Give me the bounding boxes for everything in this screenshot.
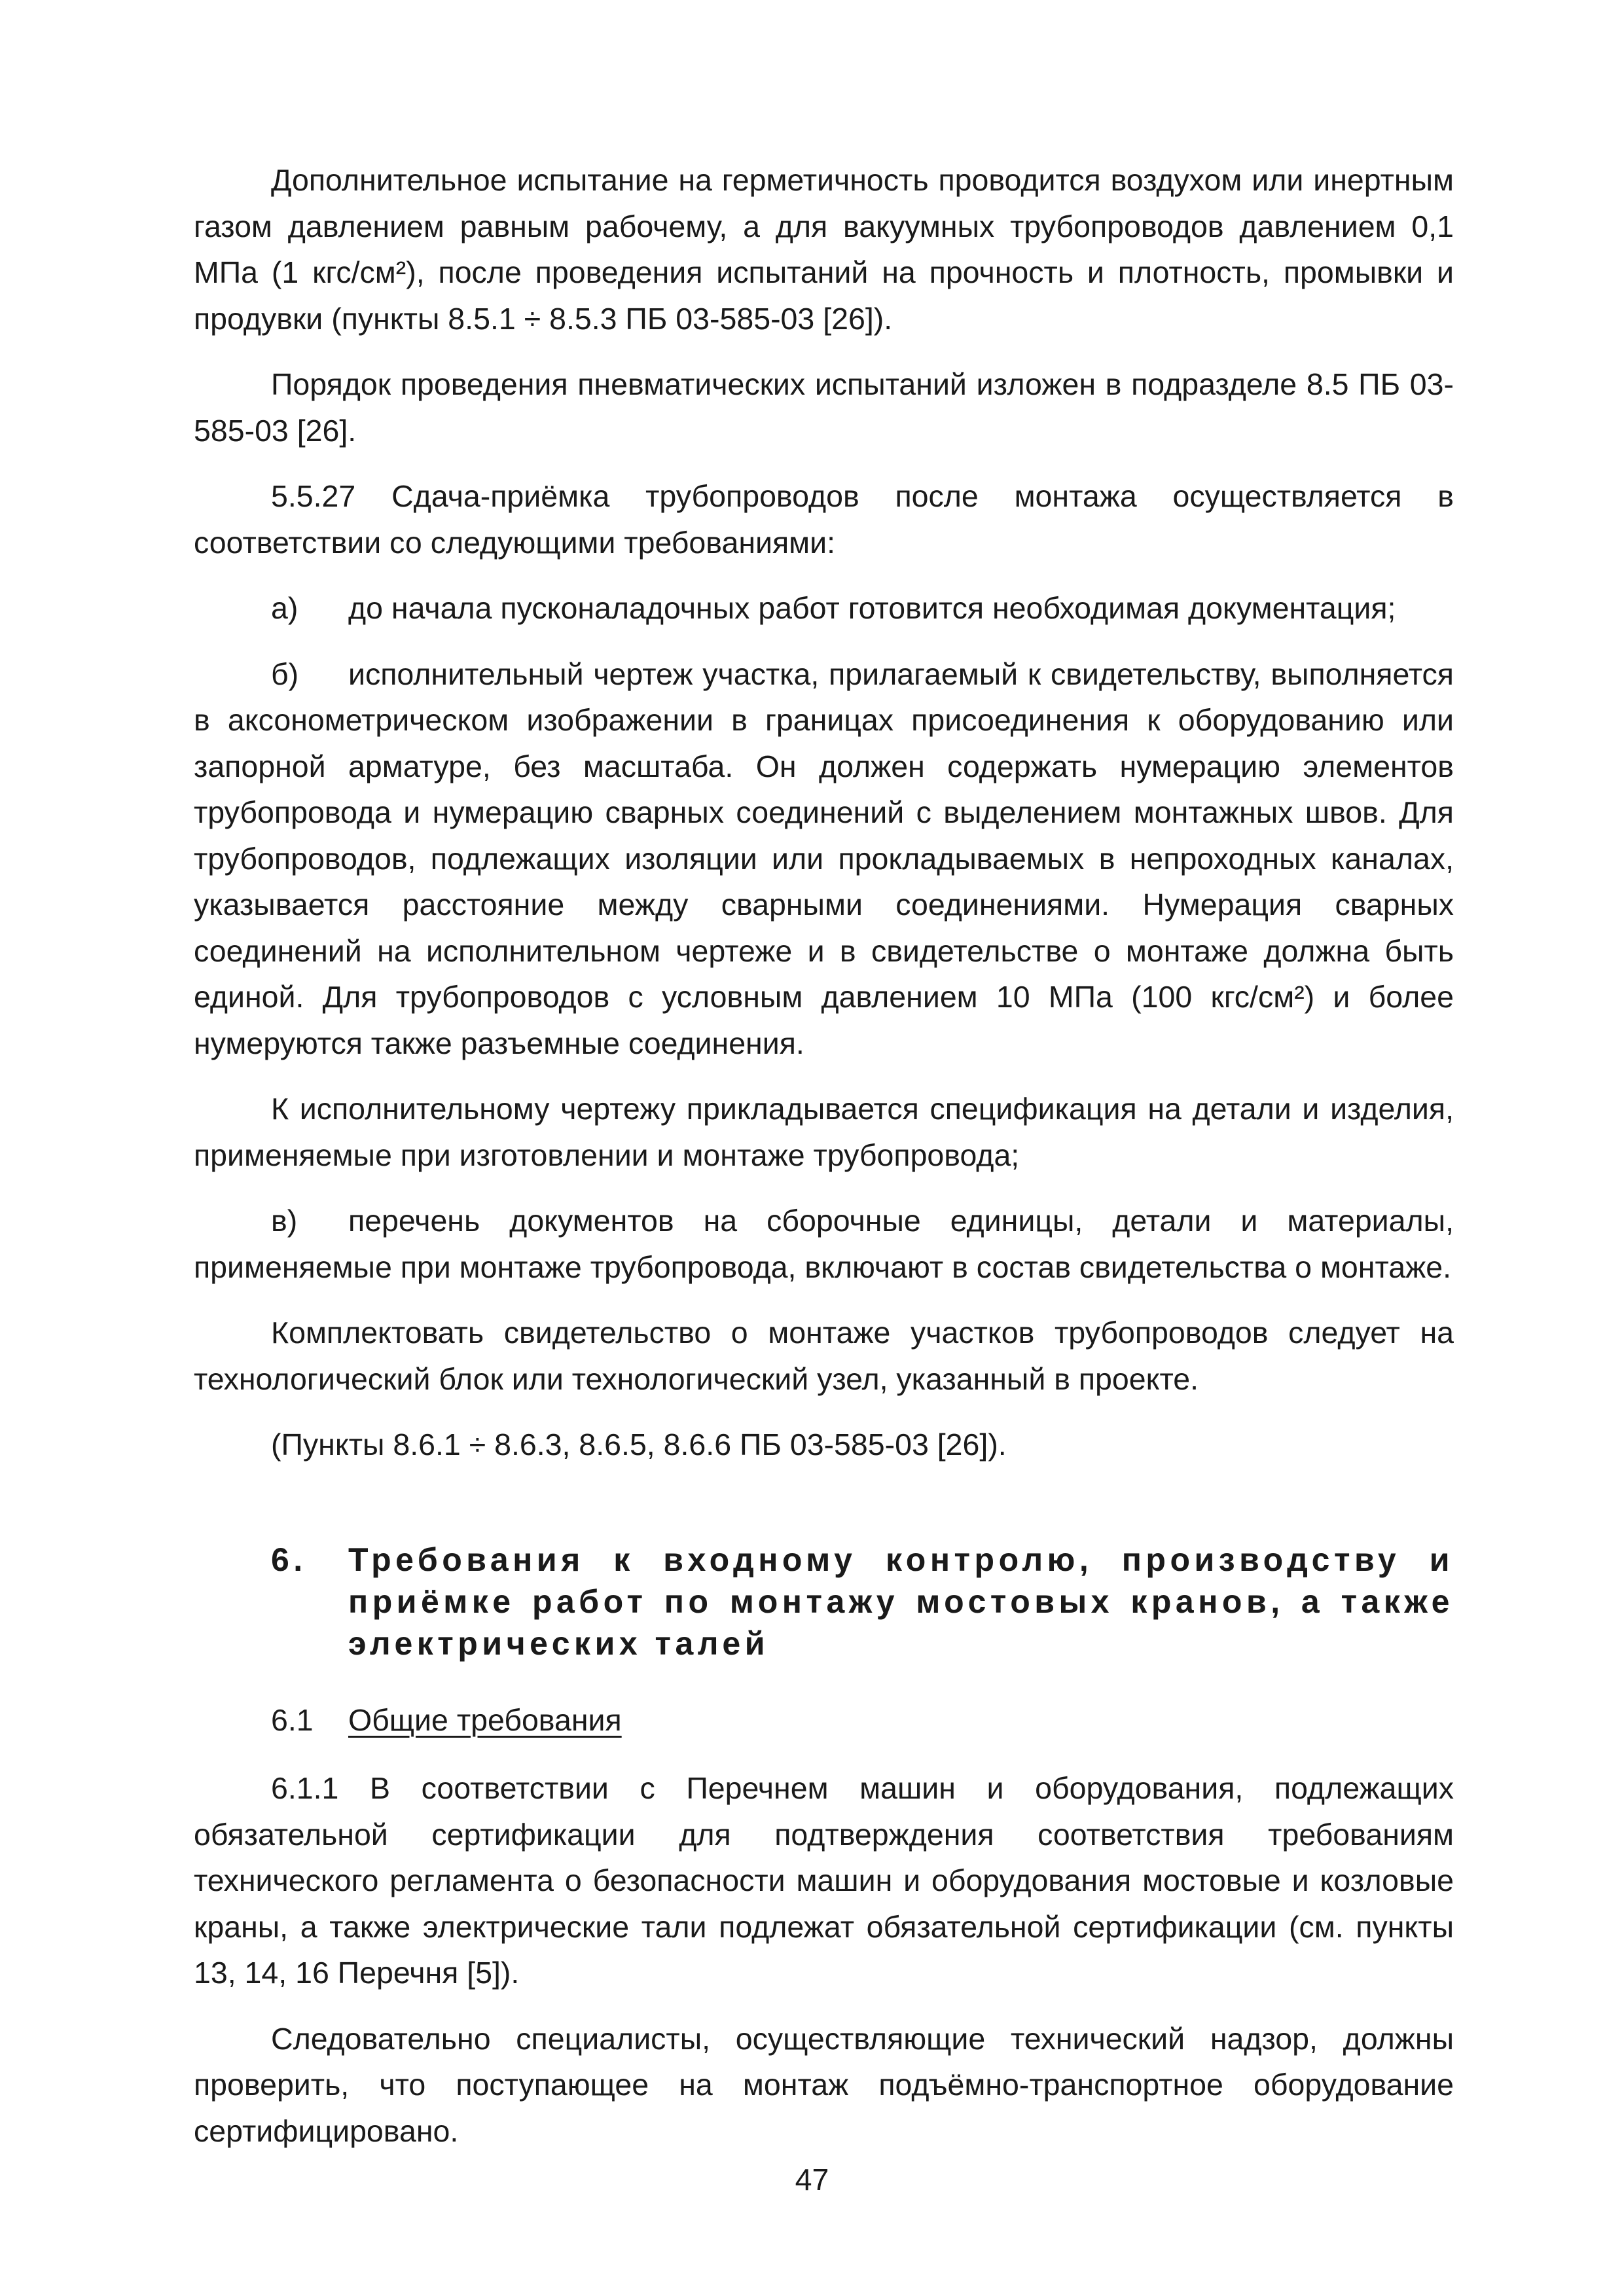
list-marker-v: в) <box>271 1204 298 1238</box>
paragraph-certificate: Комплектовать свидетельство о монтаже участков трубопроводов следует на технологический блок или технологический узел, указанный в проекте. <box>194 1316 1454 1396</box>
paragraph-references: (Пункты 8.6.1 ÷ 8.6.3, 8.6.5, 8.6.6 ПБ 03-585-03 [26]). <box>271 1427 1007 1462</box>
list-text-v: перечень документов на сборочные единицы, детали и материалы, применяемые при монтаже трубопровода, включают в состав свидетельства о монтаже. <box>194 1204 1454 1284</box>
paragraph-inspection: Следовательно специалисты, осуществляющие технический надзор, должны проверить, что поступающее на монтаж подъёмно-транспортное оборудование сертифицировано. <box>194 2021 1454 2148</box>
subsection-number: 6.1 <box>271 1702 314 1737</box>
paragraph-6-1-1: 6.1.1 В соответствии с Перечнем машин и оборудования, подлежащих обязательной сертификации для подтверждения соответствия требованиям технического регламента о безопасности машин и оборудования мостовые и козловые краны, а также электрические тали подлежат обязательной сертификации (см. пункты 13, 14, 16 Перечня [5]). <box>194 1771 1454 1990</box>
subsection-heading <box>271 1697 1454 1744</box>
list-item-b <box>194 651 1454 1067</box>
list-marker-a: а) <box>271 591 298 625</box>
list-text-a: до начала пусконаладочных работ готовится необходимая документация; <box>348 591 1396 625</box>
section-heading <box>271 1539 1454 1664</box>
subsection-title: Общие требования <box>348 1702 622 1737</box>
section-title: Требования к входному контролю, производству и приёмке работ по монтажу мостовых кранов, а также электрических талей <box>348 1541 1454 1662</box>
paragraph-5-5-27: 5.5.27 Сдача-приёмка трубопроводов после монтажа осуществляется в соответствии со следующими требованиями: <box>194 479 1454 560</box>
section-number: 6. <box>271 1541 307 1578</box>
list-text-b: исполнительный чертеж участка, прилагаемый к свидетельству, выполняется в аксонометрическом изображении в границах присоединения к оборудованию или запорной арматуре, без масштаба. Он должен содержать нумерацию элементов трубопровода и нумерацию сварных соединений с выделением монтажных швов. Для трубопроводов, подлежащих изоляции или прокладываемых в непроходных каналах, указывается расстояние между сварными соединениями. Нумерация сварных соединений на исполнительном чертеже и в свидетельстве о монтаже должна быть единой. Для трубопроводов с условным давлением 10 МПа (100 кгс/см²) и более нумеруются также разъемные соединения. <box>194 656 1454 1060</box>
list-item-a <box>194 585 1454 632</box>
list-item-v <box>194 1198 1454 1290</box>
list-marker-b: б) <box>271 656 299 691</box>
paragraph-pneumatic-procedure: Порядок проведения пневматических испытаний изложен в подразделе 8.5 ПБ 03-585-03 [26]. <box>194 367 1454 448</box>
paragraph-specification: К исполнительному чертежу прикладывается спецификация на детали и изделия, применяемые при изготовлении и монтаже трубопровода; <box>194 1092 1454 1172</box>
paragraph-leak-test: Дополнительное испытание на герметичность проводится воздухом или инертным газом давлением равным рабочему, а для вакуумных трубопроводов давлением 0,1 МПа (1 кгс/см²), после проведения испытаний на прочность и плотность, промывки и продувки (пункты 8.5.1 ÷ 8.5.3 ПБ 03-585-03 [26]). <box>194 163 1454 336</box>
page-number: 47 <box>795 2162 829 2197</box>
